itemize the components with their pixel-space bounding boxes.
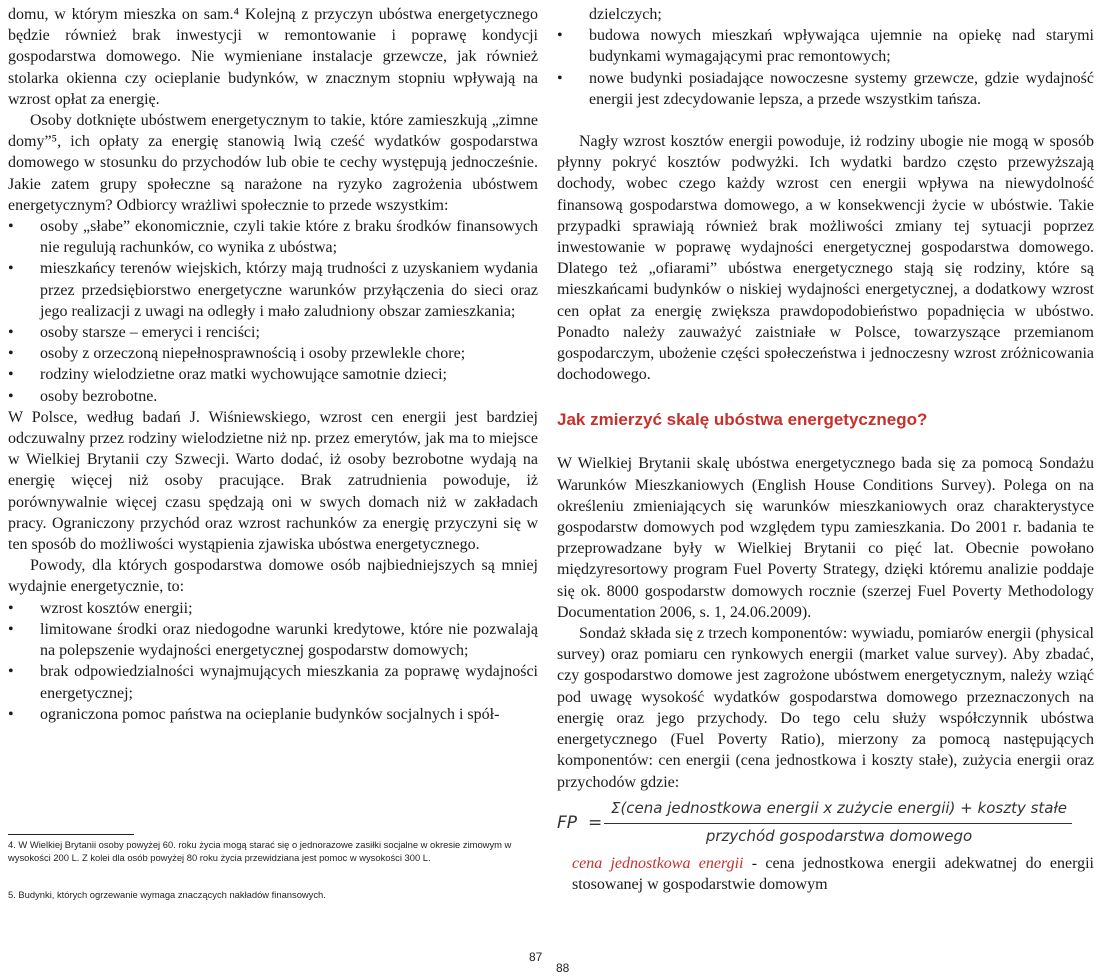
footnote-divider	[8, 834, 134, 835]
list-item: • osoby starsze – emeryci i renciści;	[8, 322, 538, 343]
footnote-4: 4. W Wielkiej Brytanii osoby powyżej 60. roku życia mogą starać się o jednorazowe zasiłki socjalne w okresie zimowym w wysokości 200 L. Z kolei dla osób powyżej 80 roku życia przewidziana jest pomoc w wysokości 300 L.	[8, 839, 512, 863]
right-column	[557, 4, 1094, 895]
paragraph: Powody, dla których gospodarstwa domowe osób najbiedniejszych są mniej wydajnie energetycznie, to:	[8, 557, 538, 596]
paragraph: Osoby dotknięte ubóstwem energetycznym to takie, które zamieszkują „zimne domy”⁵, ich opłaty za energię stanowią lwią cześć wydatków gospodarstwa domowego w stosunku do przychodów lub obie te cechy występują jednocześnie. Jakie zatem grupy społeczne są narażone na ryzyko zagrożenia ubóstwem energetycznym? Odbiorcy wrażliwi społecznie to przede wszystkim:	[8, 112, 538, 214]
paragraph: Nagły wzrost kosztów energii powoduje, iż rodziny ubogie nie mogą w sposób płynny pokryć kosztów podwyżki. Ich wydatki bardzo często przewyższają dochody, wobec czego każdy wzrost cen energii wpływa na niewydolność finansową gospodarstwa domowego, a w konsekwencji życie w ubóstwie. Takie przypadki sprawiają również brak możliwości zmiany tej sytuacji poprzez inwestowanie w poprawę wydajności energetycznej gospodarstwa domowego. Dlatego też „ofiarami” ubóstwa energetycznego stają się rodziny, które są mieszkańcami budynków o niskiej wydajności energetycznej, a dodatkowy wzrost cen opłat za energię zwiększa prawdopodobieństwo popadnięcia w ubóstwo. Ponadto należy zauważyć zaistniałe w Polsce, towarzyszące przemianom gospodarczym, ubożenie części społeczeństwa i jednoczesny wzrost zróżnicowania dochodowego.	[557, 133, 1094, 384]
definition	[557, 853, 1094, 895]
list-item: • limitowane środki oraz niedogodne warunki kredytowe, które nie pozwalają na polepszenie wydajności energetycznej gospodarstw domowych;	[8, 619, 538, 661]
list-item: • wzrost kosztów energii;	[8, 598, 538, 619]
formula-denominator: przychód gospodarstwa domowego	[705, 826, 973, 845]
paragraph: W Polsce, według badań J. Wiśniewskiego, wzrost cen energii jest bardziej odczuwalny przez rodziny wielodzietne niż np. przez emerytów, jak ma to miejsce w Wielkiej Brytanii czy Szwecji. Warto dodać, iż osoby bezrobotne wydają na energię więcej niż osoby pracujące. Brak zatrudnienia powoduje, iż porównywalnie więcej czasu spędzają oni w swych domach niż w zakładach pracy. Ograniczony przychód oraz wzrost rachunków za energię przyczyni się w ten sposób do możliwości wystąpienia zjawiska ubóstwa energetycznego.	[8, 408, 538, 554]
definition-term: cena jednostkowa energii	[572, 854, 744, 872]
list-item: • osoby bezrobotne.	[8, 386, 538, 407]
paragraph: W Wielkiej Brytanii skalę ubóstwa energetycznego bada się za pomocą Sondażu Warunków Mieszkaniowych (English House Conditions Survey). Polega on na określeniu zmieniających się warunków mieszkaniowych oraz charakterystyce gospodarstw domowych pod względem typu zamieszkania. Do 2001 r. badania te przeprowadzane były w Wielkiej Brytanii co pięć lat. Obecnie powołano międzyresortowy program Fuel Poverty Strategy, dzięki któremu analizie poddaje się ok. 8000 gospodarstw domowych rocznie (szerzej Fuel Poverty Methodology Documentation 2006, s. 1, 24.06.2009).	[557, 455, 1094, 621]
paragraph: domu, w którym mieszka on sam.⁴ Kolejną z przyczyn ubóstwa energetycznego będzie również brak inwestycji w remontowanie i poprawę kondycji gospodarstwa domowego. Nie wymieniane instalacje grzewcze, jak również stolarka okienna czy ocieplanie budynków, w znacznym stopniu wpływają na wzrost opłat za energię.	[8, 6, 538, 108]
footnote-5: 5. Budynki, których ogrzewanie wymaga znaczących nakładów finansowych.	[8, 889, 326, 900]
bullet-list	[557, 25, 1094, 110]
paragraph: Sondaż składa się z trzech komponentów: wywiadu, pomiarów energii (physical survey) oraz pomiaru cen rynkowych energii (market value survey). Aby zbadać, czy gospodarstwo domowe jest zagrożone ubóstwem energetycznym, należy wziąć pod uwagę wysokość wydatków gospodarstwa domowego przeznaczonych na energię oraz jego przychody. Do tego celu służy współczynnik ubóstwa energetycznego (Fuel Poverty Ratio), mierzony za pomocą następujących komponentów: cen energii (cena jednostkowa i koszty stałe), zużycia energii oraz przychodów gdzie:	[557, 625, 1094, 791]
bullet-list	[8, 216, 538, 407]
formula-equals: =	[588, 812, 603, 833]
list-item: • osoby „słabe” ekonomicznie, czyli takie które z braku środków finansowych nie regulują rachunków, co wynika z ubóstwa;	[8, 216, 538, 258]
formula-numerator: Σ(cena jednostkowa energii x zużycie energii) + koszty stałe	[610, 798, 1068, 817]
list-item: • nowe budynki posiadające nowoczesne systemy grzewcze, gdzie wydajność energii jest zdecydowanie lepsza, a przede wszystkim tańsza.	[557, 68, 1094, 110]
list-item-continuation: dzielczych;	[589, 6, 662, 23]
fuel-poverty-formula	[557, 799, 1094, 849]
section-heading: Jak zmierzyć skalę ubóstwa energetycznego?	[557, 410, 928, 430]
left-column	[8, 4, 538, 725]
formula-lhs: FP	[557, 812, 578, 833]
list-item: • brak odpowiedzialności wynajmujących mieszkania za poprawę wydajności energetycznej;	[8, 661, 538, 703]
bullet-list	[557, 4, 1094, 25]
definition-text: - cena jednostkowa energii adekwatnej do energii stosowanej w gospodarstwie domowym	[572, 854, 1095, 893]
page-number-left: 87	[529, 950, 543, 964]
list-item: • ograniczona pomoc państwa na ocieplanie budynków socjalnych i spół-	[8, 704, 538, 725]
bullet-list	[8, 598, 538, 725]
list-item: • budowa nowych mieszkań wpływająca ujemnie na opiekę nad starymi budynkami wymagającymi prac remontowych;	[557, 25, 1094, 67]
list-item: • rodziny wielodzietne oraz matki wychowujące samotnie dzieci;	[8, 364, 538, 385]
list-item: • mieszkańcy terenów wiejskich, którzy mają trudności z uzyskaniem wydania przez przedsiębiorstwo energetyczne warunków przyłączenia do sieci oraz jego realizacji z uwagi na odległy i mało zaludniony obszar zamieszkania;	[8, 258, 538, 322]
page-number-right: 88	[556, 961, 570, 975]
fraction-bar	[604, 823, 1072, 824]
list-item: • osoby z orzeczoną niepełnosprawnością i osoby przewlekle chore;	[8, 343, 538, 364]
